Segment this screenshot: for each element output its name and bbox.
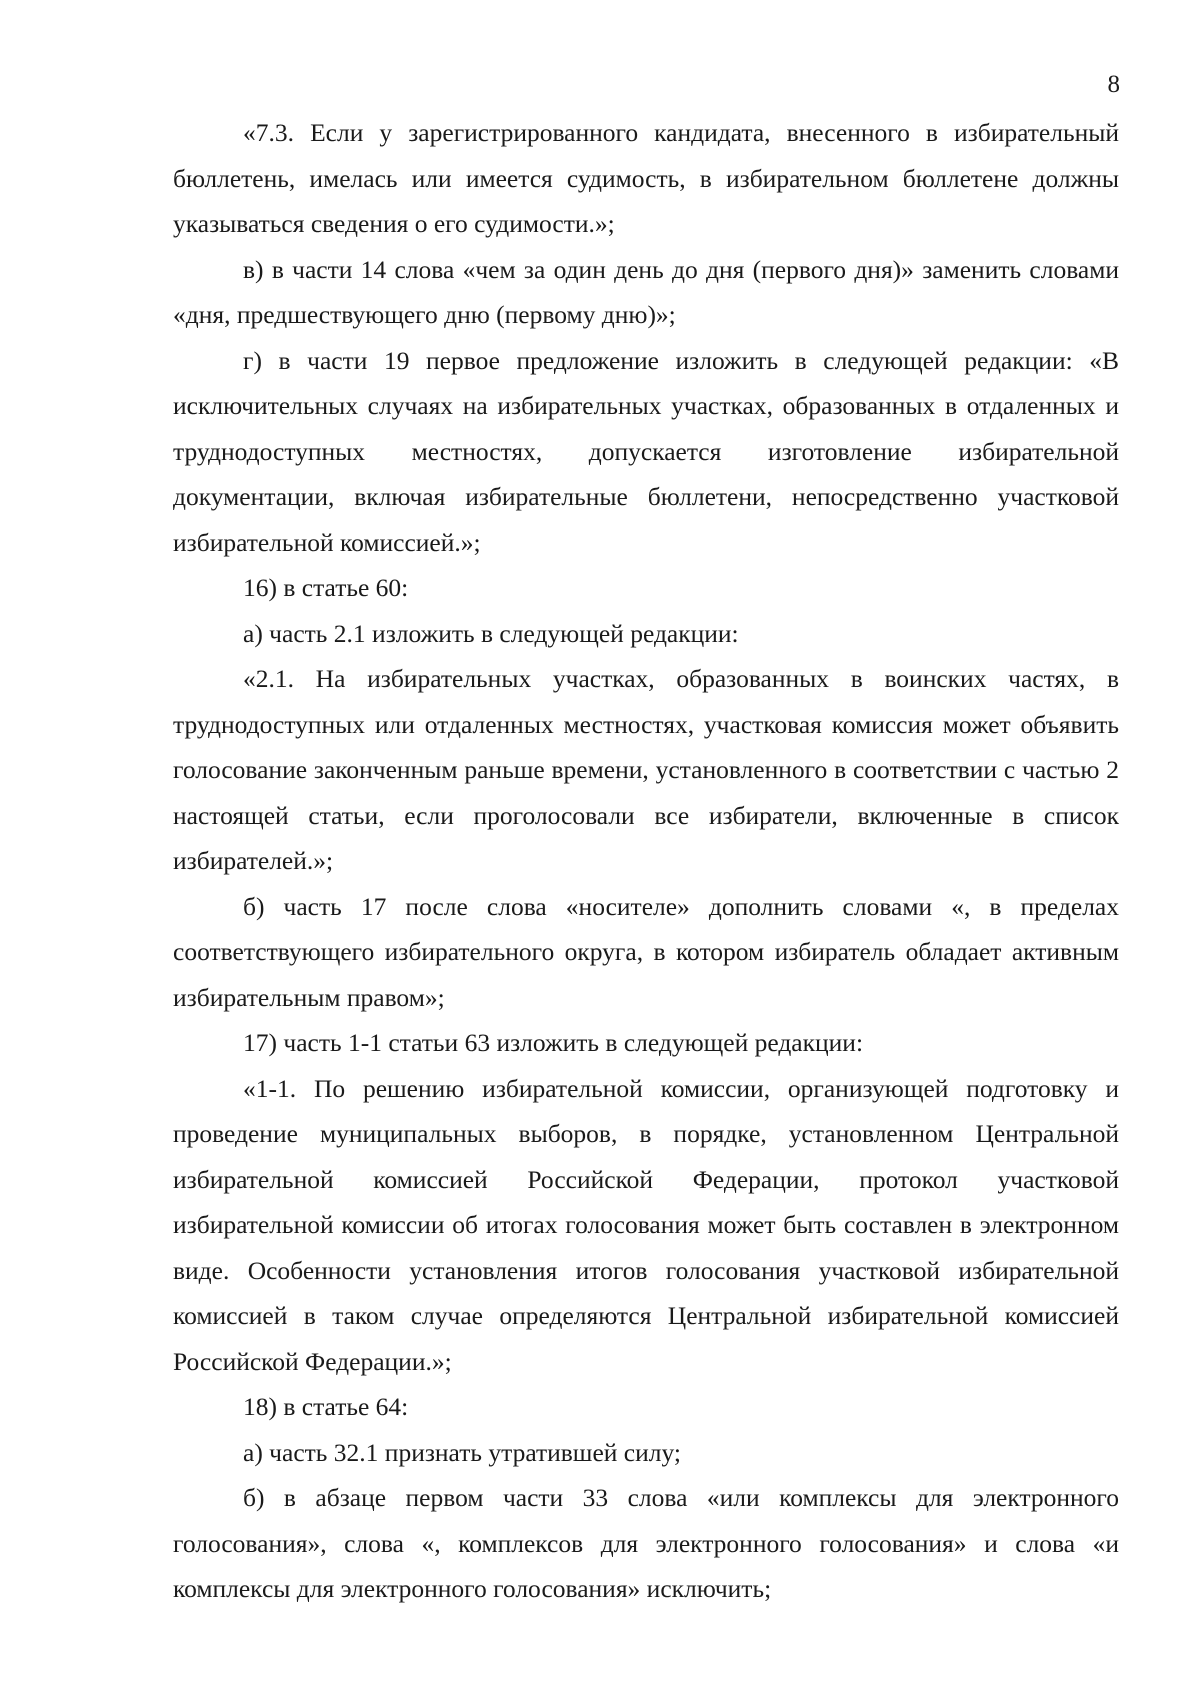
paragraph-a-part-32-1: а) часть 32.1 признать утратившей силу; — [243, 1437, 681, 1467]
document-body — [173, 110, 1119, 1612]
paragraph-1-1-text: «1-1. По решению избирательной комиссии, организующей подготовку и проведение муниципальных выборов, в порядке, установленном Центральной избирательной комиссией Российской Федерации, протокол участковой избирательной комиссии об итогах голосования может быть составлен в электронном виде. Особенности установления итогов голосования участковой избирательной комиссией в таком случае определяются Центральной избирательной комиссией Российской Федерации.»; — [173, 1073, 1119, 1376]
paragraph-b-part-17: б) часть 17 после слова «носителе» дополнить словами «, в пределах соответствующего избирательного округа, в котором избиратель обладает активным избирательным правом»; — [173, 891, 1119, 1012]
paragraph-g-part-19: г) в части 19 первое предложение изложить в следующей редакции: «В исключительных случаях на избирательных участках, образованных в отдаленных и труднодоступных местностях, допускается изготовление избирательной документации, включая избирательные бюллетени, непосредственно участковой избирательной комиссией.»; — [173, 345, 1119, 557]
page-number: 8 — [1107, 71, 1120, 98]
paragraph-7-3-text: «7.3. Если у зарегистрированного кандидата, внесенного в избирательный бюллетень, имелась или имеется судимость, в избирательном бюллетене должны указываться сведения о его судимости.»; — [173, 118, 1119, 238]
paragraph-2-1-text: «2.1. На избирательных участках, образованных в воинских частях, в труднодоступных или отдаленных местностях, участковая комиссия может объявить голосование законченным раньше времени, установленного в соответствии с частью 2 настоящей статьи, если проголосовали все избиратели, включенные в список избирателей.»; — [173, 664, 1119, 875]
paragraph-b-part-33: б) в абзаце первом части 33 слова «или комплексы для электронного голосования», слова «, комплексов для электронного голосования» и слова «и комплексы для электронного голосования» исключить; — [173, 1483, 1119, 1603]
paragraph-item-16: 16) в статье 60: — [243, 573, 409, 602]
paragraph-a-part-2-1: а) часть 2.1 изложить в следующей редакции: — [243, 618, 739, 648]
paragraph-item-18: 18) в статье 64: — [243, 1392, 409, 1421]
paragraph-item-17: 17) часть 1-1 статьи 63 изложить в следующей редакции: — [243, 1028, 864, 1057]
paragraph-v-part-14: в) в части 14 слова «чем за один день до дня (первого дня)» заменить словами «дня, предшествующего дню (первому дню)»; — [173, 254, 1119, 329]
